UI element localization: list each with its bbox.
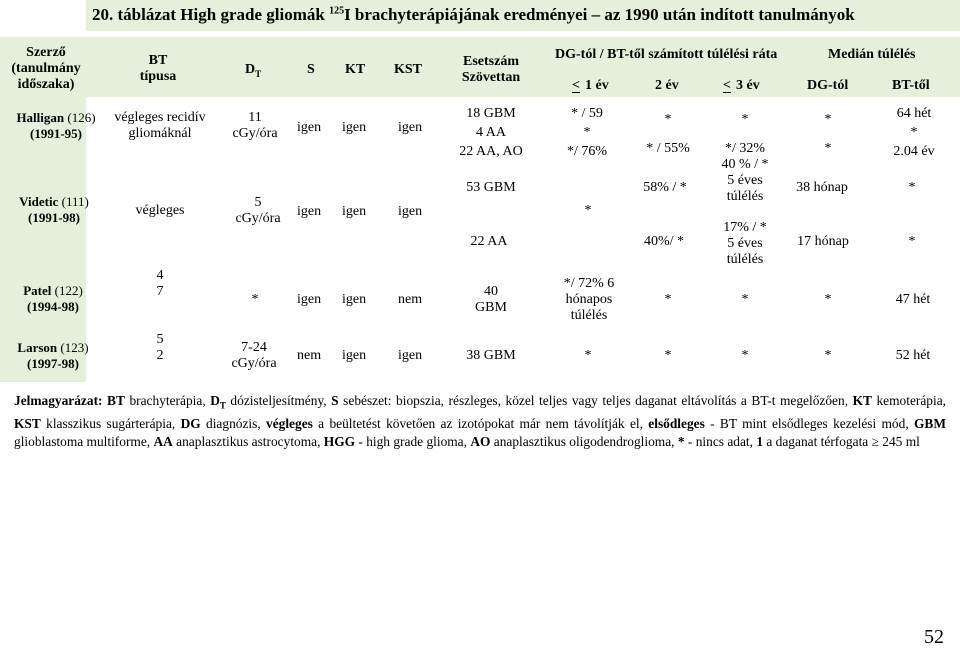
halligan-dg-tol-b: *	[824, 141, 832, 156]
videtic-bt-tol-a: *	[908, 180, 916, 195]
patel-bt-type: 4 7	[156, 268, 164, 299]
header-2-ev: 2 év	[655, 78, 679, 93]
patel-1-ev: */ 72% 6 hónapos túlélés	[563, 276, 615, 323]
halligan-bt-tol: 64 hét * 2.04 év	[893, 106, 935, 159]
larson-kt: igen	[342, 348, 367, 363]
larson-esetszam: 38 GBM	[466, 348, 516, 363]
patel-3-ev: *	[741, 292, 749, 307]
larson-dt: 7-24 cGy/óra	[231, 340, 277, 371]
halligan-kst: igen	[398, 120, 423, 135]
patel-bt-tol: 47 hét	[895, 292, 931, 307]
halligan-2-ev-a: *	[664, 112, 672, 127]
page-number: 52	[924, 626, 944, 648]
videtic-dg-tol-a: 38 hónap	[796, 180, 848, 195]
patel-dg-tol: *	[824, 292, 832, 307]
header-rata: DG-tól / BT-től számított túlélési ráta	[555, 47, 778, 62]
larson-kst: igen	[398, 348, 423, 363]
videtic-bt-type: végleges	[135, 203, 185, 218]
halligan-bt-type: végleges recidív gliomáknál	[114, 110, 206, 141]
videtic-dt: 5 cGy/óra	[235, 195, 281, 226]
halligan-author: Halligan (126) (1991-95)	[16, 110, 96, 141]
patel-kst: nem	[398, 292, 423, 307]
halligan-dg-tol-a: *	[824, 112, 832, 127]
header-bt-tol: BT-től	[892, 78, 930, 93]
patel-esetszam: 40 GBM	[475, 284, 507, 315]
larson-author: Larson (123) (1997-98)	[17, 340, 89, 371]
header-bt-tipusa: BT típusa	[139, 53, 177, 84]
videtic-3-ev-a: 40 % / * 5 éves túlélés	[721, 157, 769, 204]
header-dt: $D_T$	[245, 62, 262, 79]
videtic-s: igen	[297, 204, 322, 219]
patel-author: Patel (122) (1994-98)	[23, 283, 83, 314]
patel-dt: *	[251, 292, 259, 307]
header-dg-tol: DG-tól	[807, 78, 849, 93]
header-kt: KT	[345, 62, 366, 77]
patel-2-ev: *	[664, 292, 672, 307]
header-szerzo: Szerző (tanulmány időszaka)	[11, 45, 81, 92]
videtic-3-ev-b: 17% / * 5 éves túlélés	[723, 220, 767, 267]
videtic-esetszam-a: 53 GBM	[466, 180, 516, 195]
videtic-esetszam-b: 22 AA	[470, 234, 508, 249]
header-median: Medián túlélés	[828, 47, 916, 62]
larson-3-ev: *	[741, 348, 749, 363]
larson-bt-type: 5 2	[156, 332, 164, 363]
halligan-2-ev-b: * / 55%	[646, 141, 690, 156]
halligan-s: igen	[297, 120, 322, 135]
videtic-kst: igen	[398, 204, 423, 219]
videtic-author: Videtic (111) (1991-98)	[19, 194, 89, 225]
header-3-ev: < 3 év	[723, 78, 760, 93]
header-esetszam: Esetszám Szövettan	[461, 54, 521, 85]
videtic-bt-tol-b: *	[908, 234, 916, 249]
halligan-1-ev: * / 59 * */ 76%	[566, 106, 608, 159]
halligan-esetszam: 18 GBM 4 AA 22 AA, AO	[459, 106, 523, 159]
patel-kt: igen	[342, 292, 367, 307]
videtic-1-ev: *	[584, 203, 592, 218]
larson-2-ev: *	[664, 348, 672, 363]
patel-s: igen	[297, 292, 322, 307]
legend: Jelmagyarázat: BT brachyterápia, $D_T$ dózisteljesítmény, S sebészet: biopszia, részleges, közel teljes vagy teljes daganat eltávolítás a BT-t megelőzően, KT kemoterápia, KST klasszikus sugárterápia, DG diagnózis, végleges a beültetést követően az izotópokat már nem távolítják el, elsődleges - BT mint elsődleges kezelési mód, GBM glioblastoma multiforme, AA anaplasztikus astrocytoma, HGG - high grade glioma, AO anaplasztikus oligodendroglioma, * - nincs adat, 1 a daganat térfogata ≥ 245 ml	[14, 393, 947, 449]
larson-s: nem	[297, 348, 322, 363]
videtic-2-ev-a: 58% / *	[643, 180, 687, 195]
page-title: 20. táblázat High grade gliomák $^{125}$I brachyterápiájának eredményei – az 1990 után indított tanulmányok	[92, 5, 855, 24]
halligan-kt: igen	[342, 120, 367, 135]
halligan-dt: 11 cGy/óra	[232, 110, 278, 141]
halligan-3-ev-a: *	[741, 112, 749, 127]
videtic-dg-tol-b: 17 hónap	[797, 234, 849, 249]
halligan-3-ev-b: */ 32%	[724, 141, 766, 156]
header-kst: KST	[394, 62, 423, 77]
larson-dg-tol: *	[824, 348, 832, 363]
larson-1-ev: *	[584, 348, 592, 363]
larson-bt-tol: 52 hét	[895, 348, 931, 363]
videtic-2-ev-b: 40%/ *	[643, 234, 685, 249]
videtic-kt: igen	[342, 204, 367, 219]
header-1-ev: < 1 év	[572, 78, 609, 93]
header-s: S	[307, 62, 315, 77]
